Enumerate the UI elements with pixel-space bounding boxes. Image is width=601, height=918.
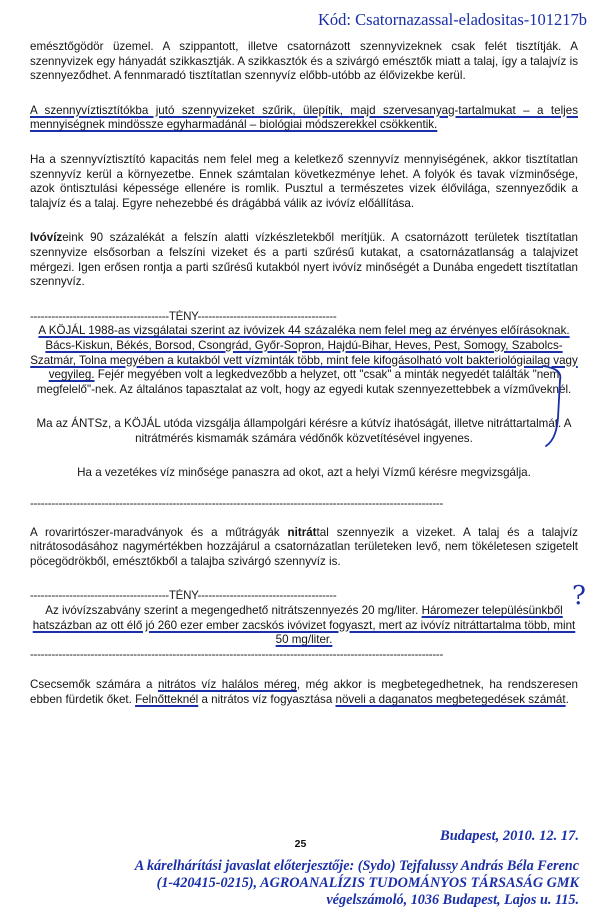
paragraph-antsz: Ma az ÁNTSz, a KÖJÁL utóda vizsgálja állampolgári kérésre a kútvíz ihatóságát, illetve nitráttartalmát. A nitrátmérés kismamák számára védőnők közvetítésével ingyenes. [36,417,572,445]
underlined-text: A szennyvíztisztítókba jutó szennyvizeket szűrik, ülepítik, majd szervesanyag-tartalmukat – a teljes mennyiségnek mindössze egyharmadánál – biológiai módszerekkel csökkentik. [30,103,578,132]
margin-bracket-mark [543,366,560,446]
underlined-text: Felnőtteknél [135,693,199,706]
paragraph-text: eink 90 százalékát a felszín alatti vízkészletekből merítjük. A csatornázott területek tisztítatlan szennyvize elsősorban a felszíni vizeket és a parti szűrésű kutakat, a csatornázatlanság a talajvizet mérgezi. Igen erősen rontja a parti szűrésű kutakból nyert ivóvíz minőségét a Dunába engedett tisztítatlan szennyvíz. [30,231,578,289]
paragraph-waterworks: Ha a vezetékes víz minősége panaszra ad okot, azt a helyi Vízmű kérésre megvizsgálja. [77,466,531,480]
fact-separator: ---------------------------------------TÉNY--------------------------------------- [30,589,337,603]
footer-line: A kárelhárítási javaslat előterjesztője: (Sydo) Tejfalussy András Béla Ferenc [134,858,579,874]
paragraph-text: , még akkor is megbetegedhetnek, ha rendszeresen ebben fürdetik őket. [30,678,578,706]
paragraph-text: A rovarirtószer-maradványok és a műtrágyák [30,525,288,539]
paragraph-text: . [565,693,569,706]
underlined-text: Háromezer településünkből hatszázban az ott élő jó 260 ezer ember zacskós ivóvizet fogyaszt, mert az ivóvíz nitráttartalma több, mint 50 mg/liter. [32,604,576,647]
paragraph-text: Csecsemők számára a [30,678,158,692]
underlined-text: növeli a daganatos megbetegedések számát [335,693,566,706]
bold-word: nitrát [287,525,317,539]
fact-separator: ---------------------------------------TÉNY--------------------------------------- [30,309,337,323]
paragraph-sewage-treatment: emésztőgödör üzemel. A szippantott, illetve csatornázott szennyvizeknek csak felét tisztítják. A szennyvizek egy hányadát szikkasztják. A szikkasztók és a szivárgó emésztők miatt a talaj, így a talajvíz is szennyeződhet. A fennmaradó tisztítatlan szennyvíz előbb-utóbb az élővizekbe kerül. [30,40,578,83]
document-date: Budapest, 2010. 12. 17. [440,828,579,844]
paragraph-text: Az ivóvízszabvány szerint a megengedhető nitrátszennyezés 20 mg/liter. [45,604,422,618]
page-number: 25 [294,838,307,850]
dashed-divider: -------------------------------------------------------------------------------------------------------------------- [30,497,444,511]
paragraph-text: a nitrátos víz fogyasztása [198,693,336,706]
paragraph-text: Fejér megyében volt a legkedvezőbb a helyzet, ott "csak" a minták negyedét találták "nem megfelelő"-nek. Az általános tapasztalat az volt, hogy az egyedi kutak szennyezettebbek a vízműveknél. [36,368,572,396]
dashed-divider: -------------------------------------------------------------------------------------------------------------------- [30,647,444,661]
footer-line: (1-420415-0215), AGROANALÍZIS TUDOMÁNYOS TÁRSASÁG GMK [156,875,579,891]
margin-question-mark: ? [572,581,586,611]
document-code: Kód: Csatornazassal-eladositas-101217b [318,10,587,29]
underlined-text: nitrátos víz halálos méreg [157,678,297,692]
paragraph-capacity: Ha a szennyvíztisztító kapacitás nem felel meg a keletkező szennyvíz mennyiségének, akkor tisztítatlan szennyvíz kerül a környezetbe. Ennek számtalan következménye lehet. A folyók és tavak vízminősége, azok öntisztulási képessége ellenére is romlik. Pusztul a természetes vizek élővilága, szennyeződik a talajvíz és a talaj. Egyre nehezebbé és drágábbá válik az ivóvíz előállítása. [30,152,578,210]
bold-word: Ivóvíz [30,231,63,245]
paragraph-text: tal szennyezik a vizeket. A talaj és a talajvíz nitrátosodásához nagymértékben hozzájárul a csatornázatlan területeken levő, nem tökéletesen szigetelt pöcegödrökből, emésztőkből a talajba szivárgó szennyvíz is. [30,525,578,568]
underlined-text: A KÖJÁL 1988-as vizsgálatai szerint az ivóvizek 44 százaléka nem felel meg az érvényes előírásoknak. Bács-Kiskun, Békés, Borsod, Csongrád, Győr-Sopron, Hajdú-Bihar, Heves, Pest, Somogy, Szabolcs-Szatmár, Tolna megyében a kutakból vett vízminták több, mint fele kifogásolható volt bakteriológiailag vagy vegyileg. [30,324,578,382]
footer-line: végelszámoló, 1036 Budapest, Lajos u. 115. [326,892,579,908]
